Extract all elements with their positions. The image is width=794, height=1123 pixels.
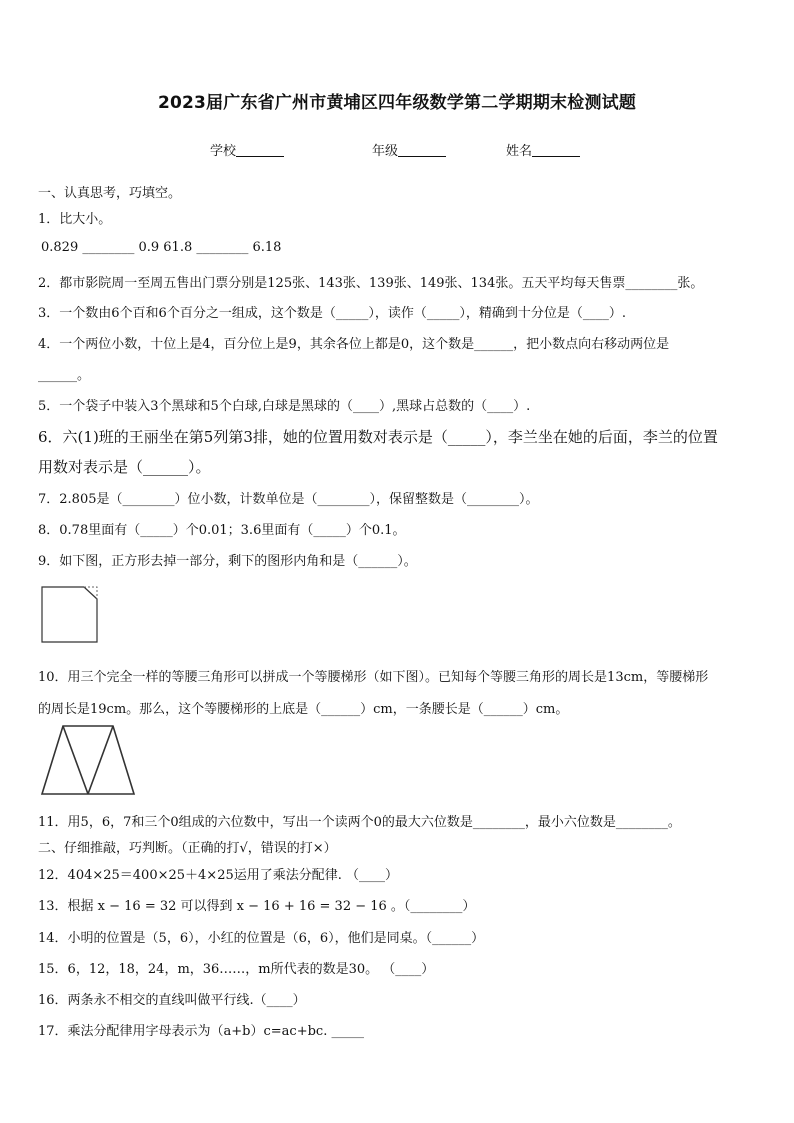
trapezoid-figure [40, 724, 136, 796]
question-1: 1．比大小。 [38, 212, 112, 227]
page-title: 2023届广东省广州市黄埔区四年级数学第二学期期末检测试题 [157, 93, 637, 113]
school-label: 学校 [210, 144, 237, 159]
question-6-continued: 用数对表示是（______）。 [38, 458, 211, 476]
name-label: 姓名 [506, 144, 533, 159]
square-cut-figure [40, 586, 100, 644]
question-17: 17．乘法分配律用字母表示为（a+b）c=ac+bc. _____ [38, 1024, 364, 1039]
question-16: 16．两条永不相交的直线叫做平行线.（____） [38, 993, 306, 1008]
question-2: 2．都市影院周一至周五售出门票分别是125张、143张、139张、149张、134张。五天平均每天售票________张。 [38, 276, 704, 291]
question-8: 8．0.78里面有（_____）个0.01；3.6里面有（_____）个0.1。 [38, 523, 406, 538]
name-blank[interactable] [532, 143, 580, 157]
question-10-continued: 的周长是19cm。那么，这个等腰梯形的上底是（______）cm，一条腰长是（______）cm。 [38, 702, 569, 717]
question-15: 15．6，12，18，24，m，36……，m所代表的数是30。 （____） [38, 962, 435, 977]
question-12: 12．404×25＝400×25＋4×25运用了乘法分配律. （____） [38, 868, 399, 883]
question-13: 13．根据 x − 16 = 32 可以得到 x − 16 + 16 = 32 − 16 。（________） [38, 899, 476, 914]
grade-label: 年级 [372, 144, 399, 159]
question-3: 3．一个数由6个百和6个百分之一组成，这个数是（_____），读作（_____），精确到十分位是（____）. [38, 306, 626, 321]
question-6: 6．六(1)班的王丽坐在第5列第3排，她的位置用数对表示是（_____），李兰坐在她的后面，李兰的位置 [38, 428, 718, 446]
question-14: 14．小明的位置是（5，6），小红的位置是（6，6），他们是同桌。（______） [38, 931, 485, 946]
question-9: 9．如下图，正方形去掉一部分，剩下的图形内角和是（______）。 [38, 554, 417, 569]
question-4-continued: ______。 [38, 368, 91, 383]
school-blank[interactable] [236, 143, 284, 157]
question-1-compare: 0.829 ________ 0.9 61.8 ________ 6.18 [41, 240, 282, 255]
question-7: 7．2.805是（________）位小数，计数单位是（________），保留整数是（________）。 [38, 492, 539, 507]
question-5: 5．一个袋子中装入3个黑球和5个白球,白球是黑球的（____）,黑球占总数的（____）. [38, 399, 531, 414]
grade-field [372, 140, 446, 159]
question-10: 10．用三个完全一样的等腰三角形可以拼成一个等腰梯形（如下图）。已知每个等腰三角形的周长是13cm，等腰梯形 [38, 670, 709, 685]
question-4: 4．一个两位小数，十位上是4，百分位上是9，其余各位上都是0，这个数是______，把小数点向右移动两位是 [38, 337, 670, 352]
section-2-heading: 二、仔细推敲，巧判断。（正确的打√，错误的打×） [38, 841, 337, 856]
grade-blank[interactable] [398, 143, 446, 157]
name-field [506, 140, 580, 159]
question-11: 11．用5，6，7和三个0组成的六位数中，写出一个读两个0的最大六位数是________，最小六位数是________。 [38, 815, 681, 830]
section-1-heading: 一、认真思考，巧填空。 [38, 186, 182, 201]
school-field [210, 140, 284, 159]
